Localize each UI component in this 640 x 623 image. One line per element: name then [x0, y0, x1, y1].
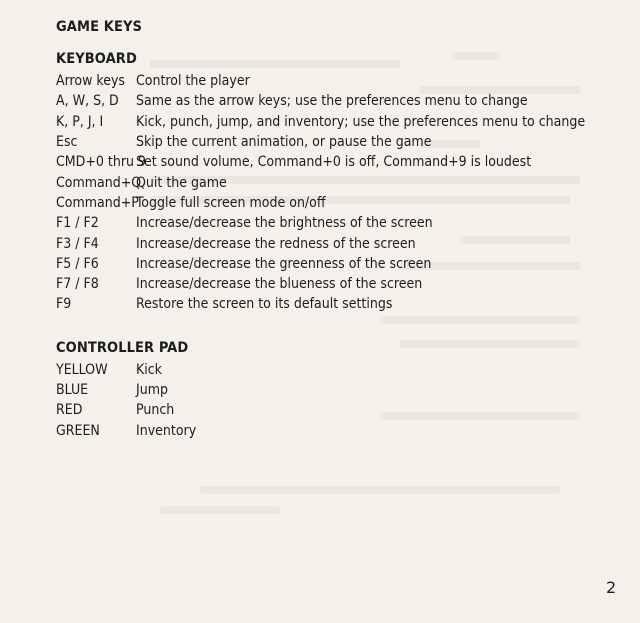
pad-button-name: YELLOW	[56, 361, 108, 378]
key-name: Arrow keys	[56, 73, 125, 90]
keyboard-row-f3-f4	[56, 233, 616, 253]
keyboard-key-table	[56, 71, 616, 315]
key-description: Restore the screen to its default settings	[136, 296, 393, 313]
pad-button-action: Kick	[136, 361, 162, 378]
key-description: Skip the current animation, or pause the game	[136, 134, 432, 151]
key-description: Same as the arrow keys; use the preferences menu to change	[136, 93, 528, 110]
keyboard-section-title: KEYBOARD	[56, 51, 137, 67]
controller-pad-section-title: CONTROLLER PAD	[56, 339, 189, 356]
key-name: K, P, J, I	[56, 113, 104, 130]
keyboard-row-kpji	[56, 112, 616, 132]
controller-pad-table	[56, 360, 616, 441]
keyboard-row-awsd	[56, 91, 616, 111]
key-description: Increase/decrease the greenness of the screen	[136, 255, 432, 272]
key-name: F5 / F6	[56, 255, 99, 272]
key-description: Kick, punch, jump, and inventory; use the preferences menu to change	[136, 113, 586, 130]
key-description: Toggle full screen mode on/off	[136, 194, 326, 211]
game-keys-title: GAME KEYS	[56, 19, 143, 35]
key-name: Command+P	[56, 194, 139, 211]
pad-row-red	[56, 400, 616, 420]
key-name: F7 / F8	[56, 276, 99, 293]
pad-row-yellow	[56, 360, 616, 380]
page-number: 2	[606, 578, 617, 597]
pad-button-action: Punch	[136, 402, 175, 419]
pad-button-action: Inventory	[136, 422, 197, 439]
keyboard-row-command-p	[56, 193, 616, 213]
key-description: Increase/decrease the brightness of the screen	[136, 215, 433, 232]
pad-button-name: RED	[56, 402, 83, 419]
key-name: F9	[56, 296, 72, 313]
keyboard-row-f7-f8	[56, 274, 616, 294]
key-name: A, W, S, D	[56, 93, 119, 110]
key-description: Increase/decrease the blueness of the screen	[136, 276, 423, 293]
key-description: Set sound volume, Command+0 is off, Command+9 is loudest	[136, 154, 532, 171]
pad-button-name: GREEN	[56, 422, 100, 439]
keyboard-row-command-q	[56, 172, 616, 192]
pad-row-green	[56, 420, 616, 440]
key-name: F3 / F4	[56, 235, 99, 252]
key-description: Quit the game	[136, 174, 227, 191]
keyboard-row-f1-f2	[56, 213, 616, 233]
pad-button-name: BLUE	[56, 382, 89, 398]
game-keys-page	[56, 18, 616, 441]
keyboard-row-cmd-0-9	[56, 152, 616, 172]
key-name: CMD+0 thru 9	[56, 154, 147, 171]
pad-row-blue	[56, 380, 616, 400]
pad-button-action: Jump	[136, 382, 168, 398]
keyboard-row-f9	[56, 294, 616, 314]
key-description: Increase/decrease the redness of the screen	[136, 235, 416, 252]
keyboard-row-arrow-keys	[56, 71, 616, 91]
key-name: F1 / F2	[56, 215, 99, 232]
key-description: Control the player	[136, 73, 250, 90]
key-name: Command+Q	[56, 174, 142, 191]
key-name: Esc	[56, 134, 78, 151]
keyboard-row-f5-f6	[56, 254, 616, 274]
keyboard-row-esc	[56, 132, 616, 152]
